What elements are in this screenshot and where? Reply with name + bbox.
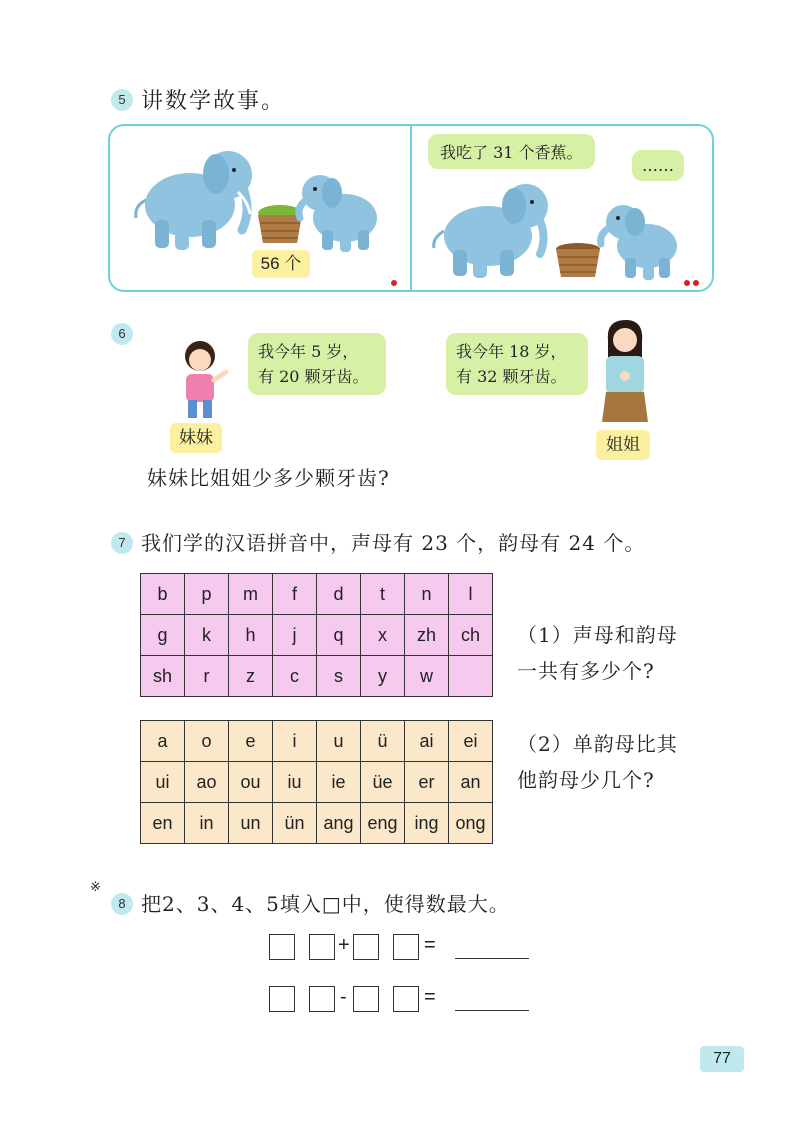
table-cell: zh <box>405 615 449 656</box>
table-cell: u <box>317 721 361 762</box>
table-row <box>141 656 493 697</box>
elephant-large-left-illustration <box>130 140 260 255</box>
table-cell: in <box>185 803 229 844</box>
sister-bubble-line-2: 有 20 颗牙齿。 <box>258 367 369 386</box>
table-cell: y <box>361 656 405 697</box>
elder-bubble-line-1: 我今年 18 岁， <box>456 342 567 361</box>
question-7-2-line-1: （2）单韵母比其 <box>517 732 678 756</box>
table-cell: x <box>361 615 405 656</box>
minus-sign: - <box>340 986 347 1008</box>
equals-sign-2: = <box>424 986 436 1008</box>
panel-2-marker-b <box>693 280 699 286</box>
table-cell: k <box>185 615 229 656</box>
digit-box-1c[interactable] <box>353 934 379 960</box>
table-cell: ui <box>141 762 185 803</box>
table-cell: eng <box>361 803 405 844</box>
story-divider <box>410 124 412 292</box>
panel-1-marker <box>391 280 397 286</box>
table-cell: üe <box>361 762 405 803</box>
page-number: 77 <box>700 1046 744 1072</box>
digit-box-1d[interactable] <box>393 934 419 960</box>
table-cell: ie <box>317 762 361 803</box>
elder-sister-illustration <box>596 318 654 428</box>
table-cell: r <box>185 656 229 697</box>
problem-5-title: 讲数学故事。 <box>141 89 286 114</box>
plus-sign: + <box>338 934 350 956</box>
table-cell: c <box>273 656 317 697</box>
table-cell: iu <box>273 762 317 803</box>
problem-6-question: 妹妹比姐姐少多少颗牙齿? <box>147 466 390 490</box>
digit-box-1a[interactable] <box>269 934 295 960</box>
sister-speech-bubble <box>248 333 386 395</box>
table-cell: ing <box>405 803 449 844</box>
table-cell: ch <box>449 615 493 656</box>
question-7-2 <box>517 726 678 798</box>
table-cell: m <box>229 574 273 615</box>
table-cell: d <box>317 574 361 615</box>
digit-box-2b[interactable] <box>309 986 335 1012</box>
problem-8-title: 把2、3、4、5填入□中，使得数最大。 <box>141 892 510 916</box>
table-cell: g <box>141 615 185 656</box>
equals-sign-1: = <box>424 934 436 956</box>
table-cell: w <box>405 656 449 697</box>
question-7-2-line-2: 他韵母少几个? <box>517 768 655 792</box>
table-cell: ao <box>185 762 229 803</box>
table-row <box>141 721 493 762</box>
question-7-1-line-1: （1）声母和韵母 <box>517 623 678 647</box>
table-cell: ü <box>361 721 405 762</box>
table-cell: e <box>229 721 273 762</box>
problem-7-number: 7 <box>111 532 133 554</box>
table-cell <box>449 656 493 697</box>
problem-7-intro: 我们学的汉语拼音中，声母有 23 个，韵母有 24 个。 <box>141 531 646 555</box>
table-cell: h <box>229 615 273 656</box>
table-cell: ai <box>405 721 449 762</box>
problem-8-number: 8 <box>111 893 133 915</box>
table-row <box>141 574 493 615</box>
table-row <box>141 803 493 844</box>
answer-line-2[interactable] <box>455 1010 529 1011</box>
challenge-mark: ※ <box>90 880 101 895</box>
finals-table <box>140 720 493 844</box>
question-7-1 <box>517 617 678 689</box>
answer-line-1[interactable] <box>455 958 529 959</box>
digit-box-2a[interactable] <box>269 986 295 1012</box>
speech-bubble-ate-bananas: 我吃了 31 个香蕉。 <box>428 134 595 169</box>
panel-2-marker-a <box>684 280 690 286</box>
table-cell: l <box>449 574 493 615</box>
sister-bubble-line-1: 我今年 5 岁， <box>258 342 359 361</box>
table-cell: sh <box>141 656 185 697</box>
table-cell: z <box>229 656 273 697</box>
table-cell: q <box>317 615 361 656</box>
elephant-small-left-illustration <box>290 168 390 253</box>
elephant-small-right-illustration <box>595 198 695 280</box>
speech-bubble-ellipsis: …… <box>632 150 684 181</box>
table-row <box>141 615 493 656</box>
table-cell: ei <box>449 721 493 762</box>
table-cell: o <box>185 721 229 762</box>
bananas-count-label: 56 个 <box>252 250 310 278</box>
elephant-large-right-illustration <box>428 176 558 281</box>
table-cell: ong <box>449 803 493 844</box>
elder-sister-label: 姐姐 <box>596 430 650 460</box>
table-cell: b <box>141 574 185 615</box>
table-cell: an <box>449 762 493 803</box>
table-row <box>141 762 493 803</box>
younger-sister-label: 妹妹 <box>170 423 222 453</box>
problem-6-number: 6 <box>111 323 133 345</box>
table-cell: j <box>273 615 317 656</box>
table-cell: a <box>141 721 185 762</box>
table-cell: ün <box>273 803 317 844</box>
table-cell: t <box>361 574 405 615</box>
initials-table <box>140 573 493 697</box>
table-cell: ang <box>317 803 361 844</box>
problem-5-number: 5 <box>111 89 133 111</box>
elder-bubble-line-2: 有 32 颗牙齿。 <box>456 367 567 386</box>
digit-box-2d[interactable] <box>393 986 419 1012</box>
table-cell: er <box>405 762 449 803</box>
digit-box-2c[interactable] <box>353 986 379 1012</box>
table-cell: n <box>405 574 449 615</box>
younger-sister-illustration <box>170 338 232 420</box>
table-cell: un <box>229 803 273 844</box>
table-cell: p <box>185 574 229 615</box>
table-cell: f <box>273 574 317 615</box>
table-cell: s <box>317 656 361 697</box>
table-cell: en <box>141 803 185 844</box>
question-7-1-line-2: 一共有多少个? <box>517 659 655 683</box>
table-cell: i <box>273 721 317 762</box>
digit-box-1b[interactable] <box>309 934 335 960</box>
elder-sister-speech-bubble <box>446 333 588 395</box>
table-cell: ou <box>229 762 273 803</box>
